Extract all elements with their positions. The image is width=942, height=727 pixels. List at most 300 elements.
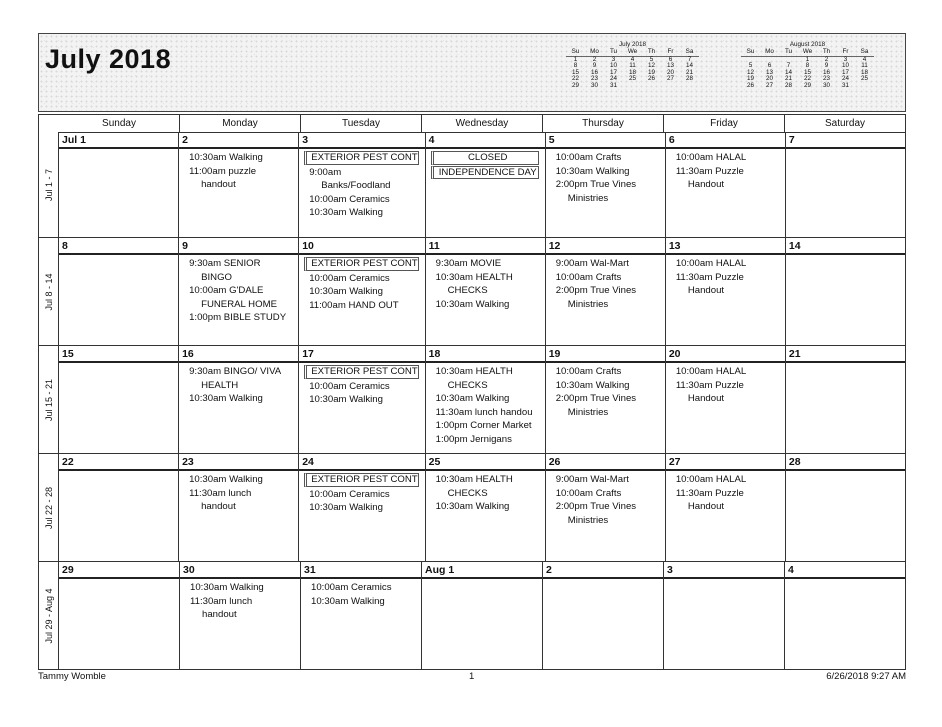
mini-calendar-date[interactable]: 13: [765, 68, 773, 76]
event-item[interactable]: [556, 473, 665, 487]
event-item[interactable]: [556, 165, 665, 179]
week-days: [59, 238, 905, 345]
mini-calendar-date[interactable]: 7: [687, 55, 692, 63]
footer-author: Tammy Womble: [38, 671, 106, 682]
day-cell[interactable]: [421, 562, 542, 669]
event-item[interactable]: [190, 581, 300, 595]
day-number: 12: [546, 238, 665, 255]
mini-calendar-date[interactable]: 5: [748, 62, 753, 70]
day-number: 16: [179, 346, 298, 363]
mini-calendar-date[interactable]: 25: [628, 75, 636, 83]
mini-calendar-date[interactable]: 24: [841, 75, 849, 83]
week-days: [59, 454, 905, 561]
event-item[interactable]: [189, 392, 298, 406]
day-cell[interactable]: [545, 454, 665, 561]
mini-calendar-date[interactable]: 6: [767, 62, 772, 70]
event-item[interactable]: [189, 311, 298, 325]
event-text-continued: CHECKS: [447, 285, 488, 297]
day-cell[interactable]: [425, 132, 545, 237]
event-text: 10:30am Walking: [309, 207, 383, 219]
event-text: 10:30am Walking: [189, 474, 263, 485]
event-text: 11:30am Puzzle: [675, 379, 744, 391]
mini-calendar-date[interactable]: 30: [590, 81, 598, 89]
day-events: [299, 255, 424, 312]
mini-calendar-date: [623, 83, 642, 90]
mini-calendar-date[interactable]: 25: [860, 75, 868, 83]
day-events: [666, 255, 785, 298]
weekday-header-wednesday: Wednesday: [421, 115, 542, 132]
event-text: 10:30am HEALTH: [435, 366, 513, 377]
all-day-event[interactable]: CLOSED: [431, 151, 539, 165]
event-text: 10:00am HALAL: [675, 152, 747, 163]
day-events: [59, 579, 179, 581]
event-item[interactable]: [189, 487, 298, 514]
event-text-continued: Handout: [687, 393, 725, 405]
event-text-continued: BINGO: [201, 271, 233, 283]
event-item[interactable]: [676, 473, 785, 487]
event-item[interactable]: [309, 285, 424, 299]
event-item[interactable]: [556, 271, 665, 285]
event-text: 10:00am Crafts: [555, 487, 622, 499]
event-item[interactable]: [309, 206, 424, 220]
mini-calendar-date[interactable]: 4: [630, 55, 635, 63]
event-text: 9:00am Wal-Mart: [555, 474, 629, 485]
mini-calendar-date[interactable]: 9: [824, 62, 829, 70]
day-cell[interactable]: [785, 346, 905, 453]
day-events: [299, 471, 424, 515]
day-number: 3: [299, 132, 424, 149]
all-day-event[interactable]: EXTERIOR PEST CONT: [304, 365, 418, 379]
event-item[interactable]: [189, 151, 298, 165]
event-text: 10:30am Walking: [435, 298, 510, 310]
day-cell[interactable]: [59, 132, 178, 237]
day-cell[interactable]: [179, 562, 300, 669]
day-number: 17: [299, 346, 424, 363]
day-cell[interactable]: [425, 238, 545, 345]
day-number: 15: [59, 346, 178, 363]
all-day-event[interactable]: EXTERIOR PEST CONT: [304, 257, 418, 271]
day-events: [666, 149, 785, 192]
day-cell[interactable]: [178, 132, 298, 237]
day-number: 29: [59, 562, 179, 579]
week-range-text: Jul 8 - 14: [43, 272, 54, 311]
mini-calendar-date[interactable]: 4: [862, 55, 867, 63]
day-cell[interactable]: [785, 132, 905, 237]
mini-calendar-date[interactable]: 1: [573, 55, 578, 63]
day-cell[interactable]: [665, 238, 785, 345]
mini-calendar-date[interactable]: 10: [841, 62, 849, 70]
weekday-header-sunday: Sunday: [102, 118, 136, 129]
event-text: 2:00pm True Vines: [555, 393, 637, 405]
event-text: 9:30am BINGO/ VIVA: [189, 366, 282, 377]
event-item[interactable]: [309, 393, 424, 407]
day-cell[interactable]: [785, 454, 905, 561]
mini-calendar-date[interactable]: 6: [668, 55, 673, 63]
weekday-header-row: [59, 115, 905, 133]
mini-calendar-weekday: Fr: [836, 49, 855, 56]
event-item[interactable]: [436, 433, 545, 447]
day-number: 21: [786, 346, 905, 363]
event-text: 10:00am Crafts: [555, 366, 622, 377]
day-events: [666, 471, 785, 514]
week-row: [39, 453, 905, 561]
mini-calendar-date[interactable]: 8: [573, 62, 578, 70]
mini-calendar-date[interactable]: 23: [822, 75, 830, 83]
day-number: 28: [786, 454, 905, 471]
mini-calendar-date[interactable]: 20: [765, 75, 773, 83]
day-number: 14: [786, 238, 905, 255]
event-text: 1:00pm Jernigans: [435, 433, 512, 445]
day-number: 13: [666, 238, 785, 255]
mini-calendar-weekday: Sa: [855, 49, 874, 56]
day-events: [59, 255, 178, 257]
event-item[interactable]: [556, 365, 665, 379]
day-cell[interactable]: [59, 454, 178, 561]
event-text: 2:00pm True Vines: [555, 179, 637, 191]
event-item[interactable]: [556, 151, 665, 165]
event-item[interactable]: [556, 178, 665, 205]
event-text-continued: Ministries: [567, 406, 609, 418]
day-events: [179, 255, 298, 325]
day-number: 7: [786, 132, 905, 149]
day-cell[interactable]: [178, 454, 298, 561]
day-number: 24: [299, 454, 424, 471]
day-number: 20: [666, 346, 785, 363]
day-number: 31: [301, 562, 421, 579]
mini-calendar-date[interactable]: 24: [609, 75, 617, 83]
day-number: Jul 1: [59, 132, 178, 149]
mini-calendar-date[interactable]: 20: [666, 68, 674, 76]
day-events: [59, 149, 178, 151]
mini-calendar-date[interactable]: 17: [841, 68, 849, 76]
day-events: [179, 149, 298, 192]
mini-calendar-date[interactable]: 17: [609, 68, 617, 76]
event-item[interactable]: [676, 379, 785, 406]
mini-calendar-weekday: Mo: [585, 49, 604, 56]
event-text: 2:00pm True Vines: [555, 285, 637, 297]
event-item[interactable]: [556, 500, 665, 527]
day-cell[interactable]: [59, 346, 178, 453]
event-item[interactable]: [436, 298, 545, 312]
event-text: 10:00am Ceramics: [311, 582, 392, 593]
event-text-continued: FUNERAL HOME: [201, 298, 277, 310]
mini-calendar-date[interactable]: 5: [649, 55, 654, 63]
mini-calendar-title: July 2018: [619, 41, 646, 48]
day-number: 3: [664, 562, 784, 579]
mini-calendar-date[interactable]: 26: [647, 75, 655, 83]
week-days: [59, 562, 905, 669]
event-text: 10:00am Ceramics: [309, 272, 390, 284]
month-grid: [38, 114, 906, 670]
day-cell[interactable]: [178, 238, 298, 345]
day-events: [179, 363, 298, 406]
mini-calendar-date[interactable]: 23: [590, 75, 598, 83]
day-cell[interactable]: [300, 562, 421, 669]
mini-calendar-date[interactable]: 27: [765, 81, 773, 89]
mini-calendar-weekday: Mo: [760, 49, 779, 56]
event-item[interactable]: [676, 151, 785, 165]
event-text-continued: handout: [201, 179, 236, 191]
event-text: 10:30am Walking: [190, 582, 264, 593]
mini-calendar-date[interactable]: 11: [861, 62, 868, 70]
day-events: [785, 579, 905, 581]
day-events: [546, 255, 665, 311]
mini-calendar-weekday: Th: [642, 49, 661, 56]
day-cell[interactable]: [784, 562, 905, 669]
mini-calendar-date: [680, 83, 699, 90]
day-number: 11: [426, 238, 545, 255]
day-number: 27: [666, 454, 785, 471]
calendar-header: [38, 33, 906, 112]
event-item[interactable]: [676, 487, 785, 514]
event-text: 10:30am Walking: [435, 393, 510, 405]
mini-calendar-date[interactable]: 30: [822, 81, 830, 89]
mini-calendar-date[interactable]: 19: [647, 68, 655, 76]
event-text: 10:00am Crafts: [555, 152, 622, 163]
event-item[interactable]: [436, 257, 545, 271]
day-events: [426, 363, 545, 447]
day-cell[interactable]: [178, 346, 298, 453]
day-cell[interactable]: [665, 454, 785, 561]
mini-calendar-date[interactable]: 26: [746, 81, 754, 89]
mini-calendar-date[interactable]: 22: [571, 75, 579, 83]
day-cell[interactable]: [59, 238, 178, 345]
day-number: Aug 1: [422, 562, 542, 579]
day-number: 2: [179, 132, 298, 149]
week-range-label: [39, 562, 59, 669]
event-item[interactable]: [556, 284, 665, 311]
all-day-event[interactable]: INDEPENDENCE DAY: [431, 166, 539, 180]
week-days: [59, 346, 905, 453]
day-events: [786, 255, 905, 257]
mini-calendar-weekday: We: [623, 49, 642, 56]
weekday-header-tuesday: Tuesday: [300, 115, 421, 132]
event-text: 2:00pm True Vines: [555, 501, 637, 513]
day-events: [179, 471, 298, 514]
mini-calendar-date[interactable]: 12: [647, 62, 655, 70]
event-item[interactable]: [676, 165, 785, 192]
mini-calendar-date[interactable]: 16: [590, 68, 598, 76]
mini-calendar-date[interactable]: 7: [786, 62, 791, 70]
day-cell[interactable]: [663, 562, 784, 669]
event-item[interactable]: [436, 473, 545, 500]
event-item[interactable]: [556, 379, 665, 393]
mini-calendar-date[interactable]: 11: [629, 62, 636, 70]
all-day-event[interactable]: EXTERIOR PEST CONT: [304, 151, 418, 165]
mini-calendar-date[interactable]: 3: [843, 55, 848, 63]
event-item[interactable]: [309, 166, 424, 193]
mini-calendar-date[interactable]: 14: [685, 62, 693, 70]
mini-calendar-weekday: Tu: [779, 49, 798, 56]
mini-calendar-weekday: Su: [741, 49, 760, 56]
day-events: [786, 363, 905, 365]
event-text-continued: CHECKS: [447, 487, 488, 499]
mini-calendar-date[interactable]: 22: [803, 75, 811, 83]
mini-calendar-date[interactable]: 1: [805, 55, 810, 63]
day-events: [546, 149, 665, 205]
event-item[interactable]: [436, 419, 545, 433]
mini-calendar-week: [741, 83, 874, 90]
mini-calendar-date[interactable]: 19: [746, 75, 754, 83]
event-text: 10:30am HEALTH: [435, 474, 513, 485]
mini-calendar-date[interactable]: 31: [841, 81, 849, 89]
event-item[interactable]: [676, 257, 785, 271]
event-text: 10:00am Ceramics: [309, 380, 390, 392]
day-cell[interactable]: [665, 346, 785, 453]
event-item[interactable]: [189, 165, 298, 192]
mini-calendar-date[interactable]: 13: [666, 62, 674, 70]
day-cell[interactable]: [665, 132, 785, 237]
event-item[interactable]: [436, 392, 545, 406]
mini-calendar-august: [741, 41, 874, 90]
mini-calendar-date[interactable]: 16: [822, 68, 830, 76]
day-cell[interactable]: [545, 132, 665, 237]
mini-calendar-date[interactable]: 29: [571, 81, 579, 89]
event-item[interactable]: [309, 299, 424, 313]
day-events: [426, 471, 545, 514]
event-text: 10:00am Crafts: [555, 271, 622, 283]
mini-calendar-date[interactable]: 12: [746, 68, 754, 76]
event-text: 10:30am Walking: [189, 152, 263, 163]
event-item[interactable]: [556, 392, 665, 419]
event-text: 11:30am lunch: [190, 595, 253, 607]
event-item[interactable]: [190, 595, 300, 622]
event-text: 10:00am G'DALE: [189, 285, 264, 297]
event-text: 9:00am: [309, 166, 342, 178]
mini-calendar-date[interactable]: 28: [784, 81, 792, 89]
event-item[interactable]: [436, 500, 545, 514]
day-cell[interactable]: [785, 238, 905, 345]
event-item[interactable]: [189, 365, 298, 392]
event-text: 10:00am HALAL: [675, 474, 747, 485]
day-cell[interactable]: [298, 454, 424, 561]
event-item[interactable]: [309, 272, 424, 286]
event-text: 11:30am lunch handou: [435, 406, 533, 418]
mini-calendar-date[interactable]: 18: [628, 68, 636, 76]
mini-calendar-date[interactable]: 14: [784, 68, 792, 76]
day-cell[interactable]: [425, 454, 545, 561]
event-item[interactable]: [436, 271, 545, 298]
mini-calendar-date: [642, 83, 661, 90]
event-item[interactable]: [309, 488, 424, 502]
day-events: [299, 149, 424, 220]
event-item[interactable]: [309, 501, 424, 515]
event-text: 10:30am Walking: [311, 595, 385, 607]
event-item[interactable]: [189, 257, 298, 284]
event-text: 11:30am Puzzle: [675, 487, 744, 499]
week-range-label: [39, 132, 59, 237]
day-events: [59, 471, 178, 473]
event-text: 10:30am HEALTH: [435, 271, 513, 283]
mini-calendar-date[interactable]: 15: [571, 68, 579, 76]
day-number: 10: [299, 238, 424, 255]
week-range-text: Jul 1 - 7: [43, 168, 54, 201]
day-cell[interactable]: [425, 346, 545, 453]
mini-calendar-weekday: Sa: [680, 49, 699, 56]
event-item[interactable]: [676, 365, 785, 379]
week-row: [39, 237, 905, 345]
mini-calendar-date[interactable]: 2: [592, 55, 597, 63]
mini-calendar-week: [566, 83, 699, 90]
day-events: [546, 471, 665, 527]
mini-calendar-date[interactable]: 9: [592, 62, 597, 70]
mini-calendar-weekday: Fr: [661, 49, 680, 56]
mini-calendar-date[interactable]: 28: [685, 75, 693, 83]
mini-calendar-date[interactable]: 21: [685, 68, 693, 76]
mini-calendar-date[interactable]: 10: [609, 62, 617, 70]
mini-calendar-date[interactable]: 29: [803, 81, 811, 89]
week-range-text: Jul 15 - 21: [43, 378, 54, 421]
day-events: [426, 149, 545, 179]
event-item[interactable]: [309, 193, 424, 207]
event-text-continued: Handout: [687, 285, 725, 297]
mini-calendar-july: [566, 41, 699, 90]
event-item[interactable]: [189, 473, 298, 487]
event-item[interactable]: [189, 284, 298, 311]
day-number: 4: [785, 562, 905, 579]
event-item[interactable]: [436, 365, 545, 392]
day-events: [301, 579, 421, 608]
day-events: [180, 579, 300, 622]
event-item[interactable]: [311, 581, 421, 595]
mini-calendar-weekday: Th: [817, 49, 836, 56]
week-days: [59, 132, 905, 237]
mini-calendar-date[interactable]: 2: [824, 55, 829, 63]
day-events: [546, 363, 665, 419]
mini-calendar-date[interactable]: 18: [860, 68, 868, 76]
mini-calendar-date[interactable]: 21: [784, 75, 792, 83]
event-item[interactable]: [676, 271, 785, 298]
mini-calendar-date[interactable]: 3: [611, 55, 616, 63]
event-item[interactable]: [556, 487, 665, 501]
mini-calendar-date[interactable]: 8: [805, 62, 810, 70]
event-item[interactable]: [556, 257, 665, 271]
footer-print-date: 6/26/2018 9:27 AM: [826, 671, 906, 682]
day-events: [422, 579, 542, 581]
event-text-continued: Ministries: [567, 298, 609, 310]
event-text: 10:30am Walking: [435, 501, 510, 513]
day-cell[interactable]: [542, 562, 663, 669]
day-cell[interactable]: [298, 346, 424, 453]
event-text: 10:00am HALAL: [675, 258, 747, 269]
event-text: 10:30am Walking: [189, 393, 263, 405]
day-number: 30: [180, 562, 300, 579]
mini-calendar-date[interactable]: 27: [666, 75, 674, 83]
event-text-continued: CHECKS: [447, 379, 488, 391]
day-cell[interactable]: [59, 562, 179, 669]
mini-calendar-date[interactable]: 15: [803, 68, 811, 76]
event-item[interactable]: [436, 406, 545, 420]
event-text: 10:30am Walking: [555, 165, 630, 177]
day-number: 22: [59, 454, 178, 471]
day-events: [426, 255, 545, 311]
day-cell[interactable]: [298, 132, 424, 237]
event-item[interactable]: [309, 380, 424, 394]
day-events: [299, 363, 424, 407]
event-item[interactable]: [311, 595, 421, 609]
all-day-event[interactable]: EXTERIOR PEST CONT: [304, 473, 418, 487]
day-events: [786, 471, 905, 473]
day-number: 18: [426, 346, 545, 363]
mini-calendar-date[interactable]: 31: [609, 81, 617, 89]
event-text: 10:00am Ceramics: [309, 488, 390, 500]
day-cell[interactable]: [545, 346, 665, 453]
day-cell[interactable]: [298, 238, 424, 345]
event-text: 11:00am HAND OUT: [309, 299, 399, 311]
week-range-label: [39, 454, 59, 561]
event-text: 9:00am Wal-Mart: [555, 258, 629, 269]
day-cell[interactable]: [545, 238, 665, 345]
